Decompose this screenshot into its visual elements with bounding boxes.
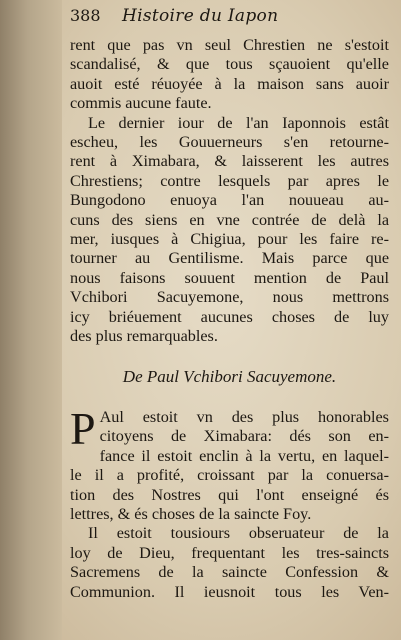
paragraph-3 (70, 402, 389, 524)
text-line: tion des Nostres qui l'ont enseigné és (70, 485, 389, 504)
running-title: Histoire du Iapon (122, 6, 279, 26)
text-line: commis aucune faute. (70, 94, 212, 113)
text-line: des plus remarquables. (70, 327, 218, 346)
page-number: 388 (70, 6, 101, 25)
text-line: Sacremens de la saincte Confession & (70, 563, 389, 582)
text-line: tourner au Gentilisme. Mais parce que (70, 249, 389, 268)
text-line: rent à Ximabara, & laisserent les autres (70, 152, 389, 171)
text-line: citoyens de Ximabara: dés son en- (99, 427, 389, 446)
text-line: loy de Dieu, frequentant les tres-saincts (70, 543, 389, 562)
text-line: fance il estoit enclin à la vertu, en laquel- (99, 446, 389, 465)
text-line: Aul estoit vn des plus honorables (99, 407, 389, 426)
text-line: scandalisé, & que tous sçauoient qu'elle (70, 55, 389, 74)
text-line: Bungodono enuoya l'an nouueau au- (70, 191, 389, 210)
text-line: Vchibori Sacuyemone, nous mettrons (70, 288, 389, 307)
paragraph-2 (70, 114, 389, 347)
text-line: lettres, & és choses de la saincte Foy. (70, 504, 312, 523)
text-line: rent que pas vn seul Chrestien ne s'estoit (70, 36, 389, 54)
text-line: Communion. Il ieusnoit tous les Ven- (70, 582, 389, 601)
text-line: Il estoit tousiours obseruateur de la (88, 524, 389, 543)
drop-cap-letter: P (70, 402, 96, 454)
text-line: escheu, les Gouuerneurs s'en retourne- (70, 133, 389, 152)
paragraph-4 (70, 524, 389, 602)
body-text (70, 36, 389, 602)
text-line: Le dernier iour de l'an Iaponnois estât (88, 113, 389, 132)
section-heading: De Paul Vchibori Sacuyemone. (122, 366, 337, 386)
paragraph-1 (70, 36, 389, 114)
page-header (70, 6, 389, 36)
text-line: mer, iusques à Chigiua, pour les faire re- (70, 230, 389, 249)
text-line: le il a profité, croissant par la conuersa- (70, 466, 389, 485)
text-line: auoit esté réuoyée à la maison sans auoir (70, 74, 389, 93)
text-line: cuns des siens en vne contrée de delà la (70, 210, 389, 229)
text-line: nous faisons souuent mention de Paul (70, 268, 389, 287)
text-line: Chrestiens; contre lesquels par apres le (70, 171, 389, 190)
text-line: icy briéuement aucunes choses de luy (70, 307, 389, 326)
book-gutter (0, 0, 62, 640)
